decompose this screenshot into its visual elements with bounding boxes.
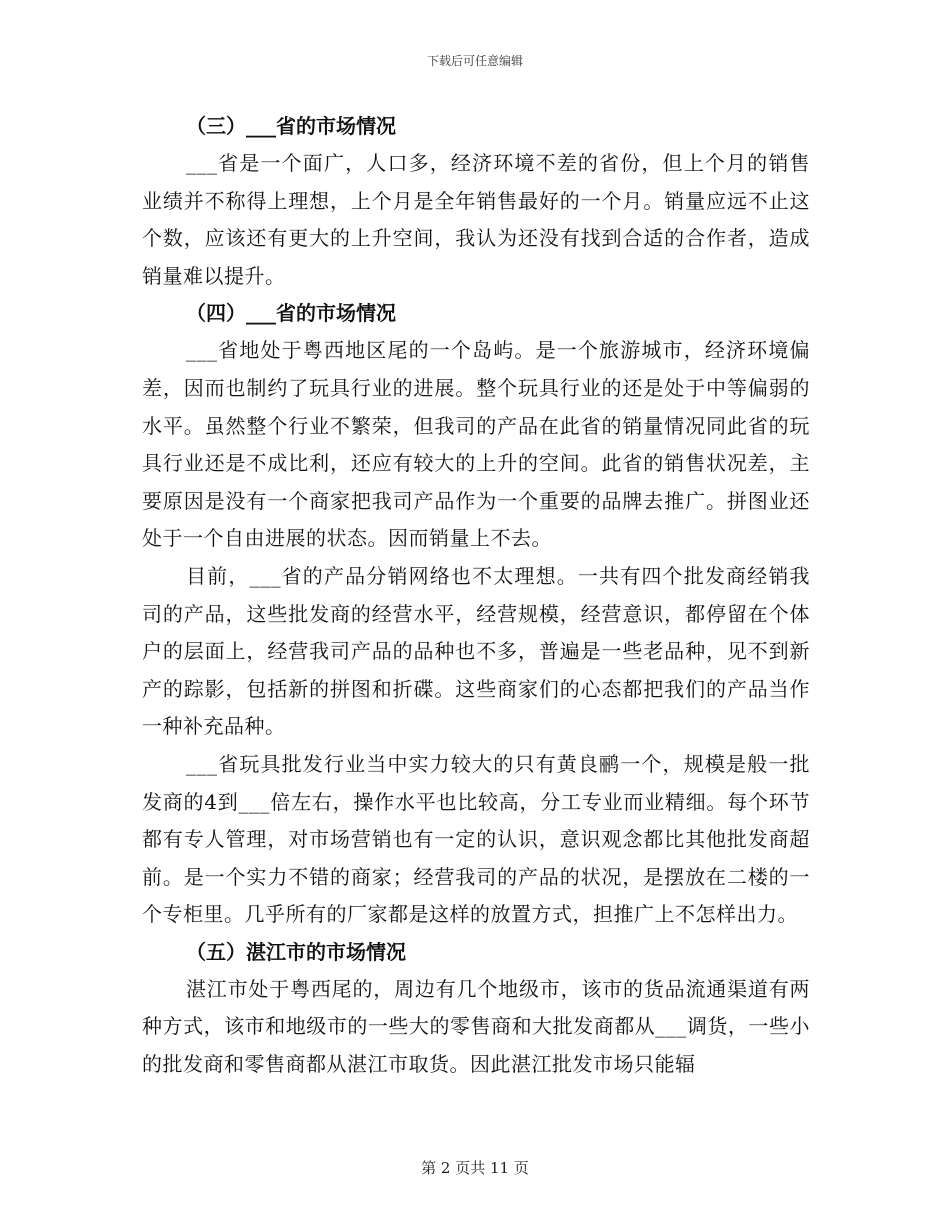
section-heading-5: （五）湛江市的市场情况 xyxy=(186,939,406,964)
paragraph: ___省地处于粤西地区尾的一个岛屿。是一个旅游城市，经济环境偏差，因而也制约了玩具行业的进展。整个玩具行业的还是处于中等偏弱的水平。虽然整个行业不繁荣，但我司的产品在此省的销量情况同此省的玩具行业还是不成比利，还应有较大的上升的空间。此省的销售状况差，主要原因是没有一个商家把我司产品作为一个重要的品牌去推广。拼图业还处于一个自由进展的状态。因而销量上不去。 xyxy=(142,338,810,551)
paragraph: ___省是一个面广，人口多，经济环境不差的省份，但上个月的销售业绩并不称得上理想，上个月是全年销售最好的一个月。销量应远不止这个数，应该还有更大的上升空间，我认为还没有找到合适的合作者，造成销量难以提升。 xyxy=(142,151,810,288)
paragraph: 目前，___省的产品分销网络也不太理想。一共有四个批发商经销我司的产品，这些批发商的经营水平，经营规模，经营意识，都停留在个体户的层面上，经营我司产品的品种也不多，普遍是一些老品种，见不到新产的踪影，包括新的拼图和折碟。这些商家们的心态都把我们的产品当作一种补充品种。 xyxy=(142,563,810,739)
page-footer: 第 2 页共 11 页 xyxy=(421,1159,529,1177)
page-header: 下载后可任意编辑 xyxy=(426,54,523,68)
paragraph: ___省玩具批发行业当中实力较大的只有黄良鹂一个，规模是般一批发商的4到___倍左右，操作水平也比较高，分工专业而业精细。每个环节都有专人管理，对市场营销也有一定的认识，意识观念都比其他批发商超前。是一个实力不错的商家；经营我司的产品的状况，是摆放在二楼的一个专柜里。几乎所有的厂家都是这样的放置方式，担推广上不怎样出力。 xyxy=(142,751,810,927)
section-heading-3: （三）___省的市场情况 xyxy=(186,114,396,138)
paragraph: 湛江市处于粤西尾的，周边有几个地级市，该市的货品流通渠道有两种方式，该市和地级市的一些大的零售商和大批发商都从___调货，一些小的批发商和零售商都从湛江市取货。因此湛江批发市场只能辐 xyxy=(142,976,810,1077)
section-heading-4: （四）___省的市场情况 xyxy=(186,301,396,326)
document-body xyxy=(142,108,810,1084)
